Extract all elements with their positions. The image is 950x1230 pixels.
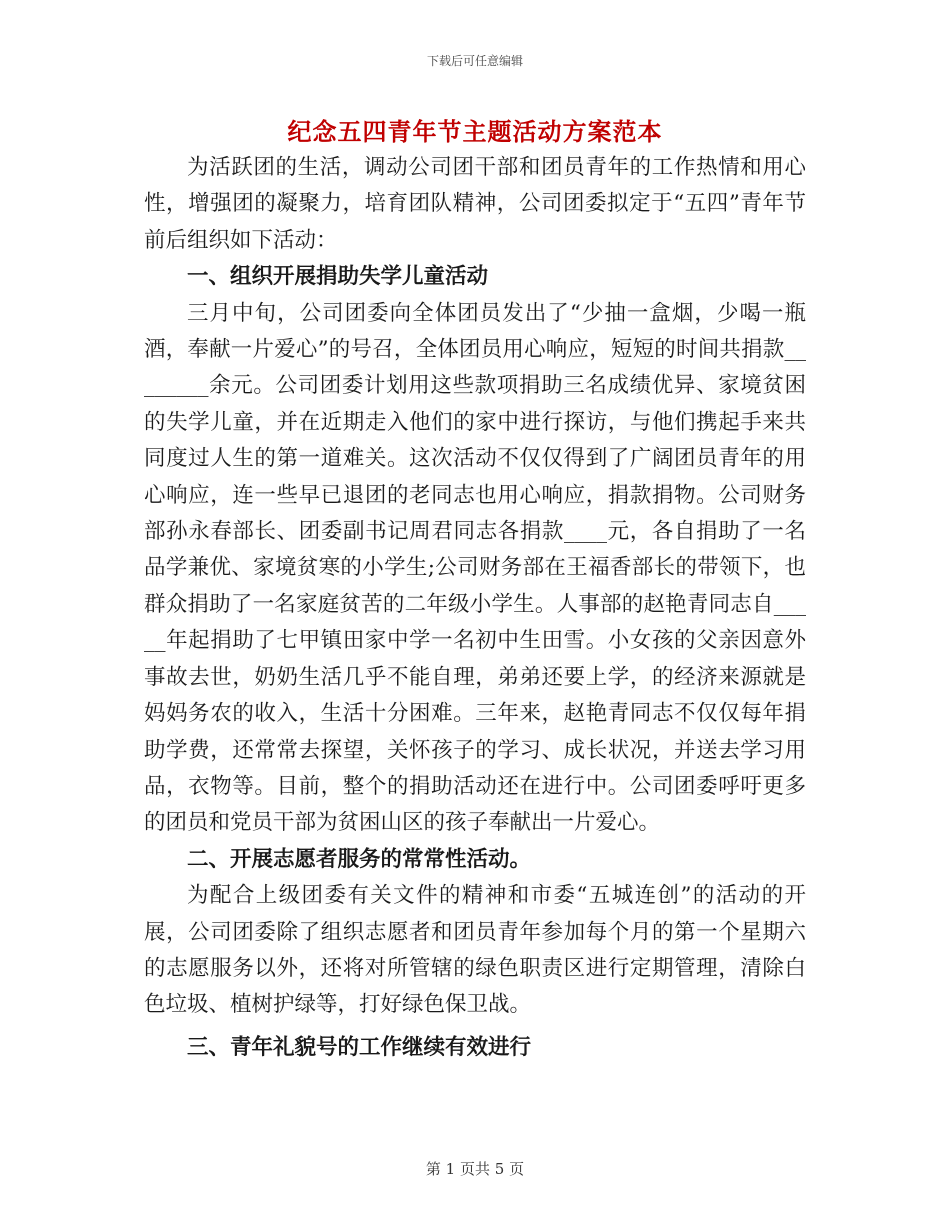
- header-note: 下载后可任意编辑: [426, 54, 523, 68]
- intro-paragraph: 为活跃团的生活，调动公司团干部和团员青年的工作热情和用心性，增强团的凝聚力，培育团队精神，公司团委拟定于“五四”青年节前后组织如下活动：: [144, 155, 806, 253]
- section-body-1: 三月中旬，公司团委向全体团员发出了“少抽一盒烟，少喝一瓶酒，奉献一片爱心”的号召，全体团员用心响应，短短的时间共捐款________余元。公司团委计划用这些款项捐助三名成绩优异、家境贫困的失学儿童，并在近期走入他们的家中进行探访，与他们携起手来共同度过人生的第一道难关。这次活动不仅仅得到了广阔团员青年的用心响应，连一些早已退团的老同志也用心响应，捐款捐物。公司财务部孙永春部长、团委副书记周君同志各捐款____元，各自捐助了一名品学兼优、家境贫寒的小学生;公司财务部在王福香部长的带领下，也群众捐助了一名家庭贫苦的二年级小学生。人事部的赵艳青同志自_____年起捐助了七甲镇田家中学一名初中生田雪。小女孩的父亲因意外事故去世，奶奶生活几乎不能自理，弟弟还要上学，的经济来源就是妈妈务农的收入，生活十分困难。三年来，赵艳青同志不仅仅每年捐助学费，还常常去探望，关怀孩子的学习、成长状况，并送去学习用品，衣物等。目前，整个的捐助活动还在进行中。公司团委呼吁更多的团员和党员干部为贫困山区的孩子奉献出一片爱心。: [144, 300, 806, 836]
- section-heading-2: 二、开展志愿者服务的常常性活动。: [187, 846, 532, 872]
- section-heading-1: 一、组织开展捐助失学儿童活动: [187, 264, 489, 290]
- document-body: [144, 150, 806, 1066]
- section-heading-3: 三、青年礼貌号的工作继续有效进行: [187, 1034, 532, 1060]
- document-title: 纪念五四青年节主题活动方案范本: [287, 117, 663, 146]
- section-body-2: 为配合上级团委有关文件的精神和市委“五城连创”的活动的开展，公司团委除了组织志愿者和团员青年参加每个月的第一个星期六的志愿服务以外，还将对所管辖的绿色职责区进行定期管理，清除白色垃圾、植树护绿等，打好绿色保卫战。: [144, 883, 806, 1018]
- page-number: 第 1 页共 5 页: [425, 1160, 525, 1178]
